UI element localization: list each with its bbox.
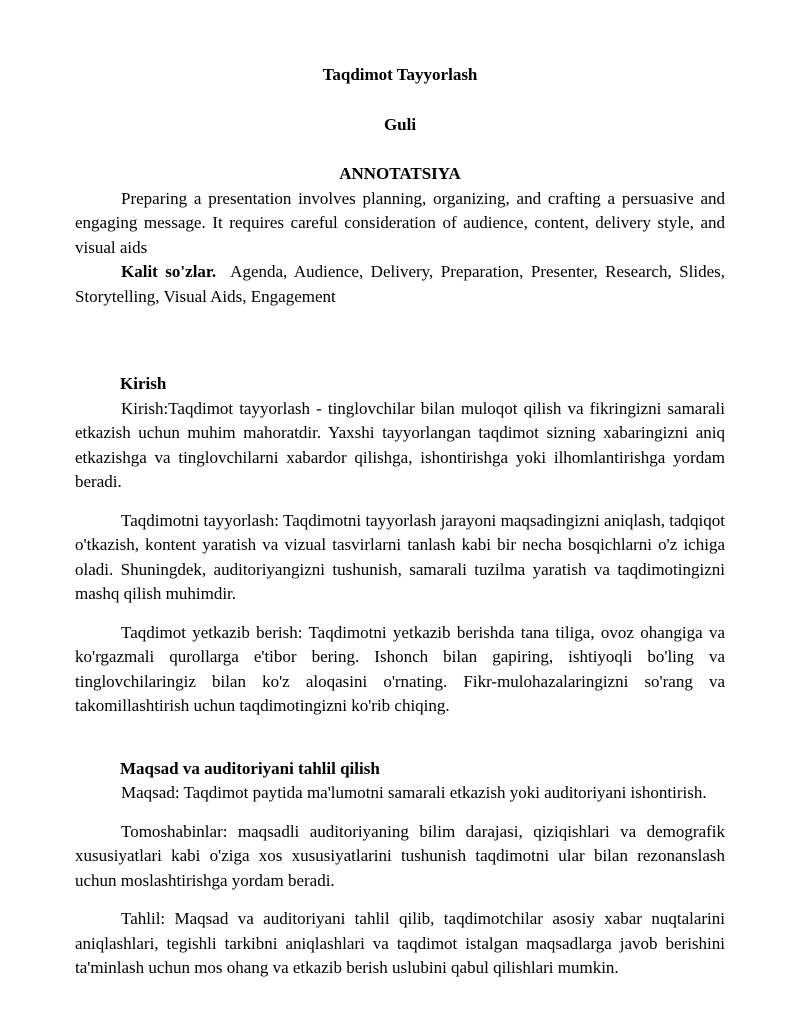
section-paragraph: Tomoshabinlar: maqsadli auditoriyaning bilim darajasi, qiziqishlari va demografik xususiyatlari kabi o'ziga xos xususiyatlarini tushunish taqdimotni ular bilan rezonanslash uchun moslashtirishga yordam beradi. bbox=[75, 821, 725, 890]
document-author: Guli bbox=[383, 114, 417, 134]
section-paragraph: Kirish:Taqdimot tayyorlash - tinglovchilar bilan muloqot qilish va fikringizni samarali etkazish uchun muhim mahoratdir. Yaxshi tayyorlangan taqdimot sizning xabaringizni aniq etkazishga va tinglovchilarni xabardor qilishga, ishontirishga yoki ilhomlantirishga yordam beradi. bbox=[75, 398, 725, 491]
section-paragraph: Taqdimotni tayyorlash: Taqdimotni tayyorlash jarayoni maqsadingizni aniqlash, tadqiqot o'tkazish, kontent yaratish va vizual tasvirlarni tanlash kabi bir necha bosqichlarni o'z ichiga oladi. Shuningdek, auditoriyangizni tushunish, samarali tuzilma yaratish va taqdimotingizni mashq qilish muhimdir. bbox=[75, 510, 725, 603]
section-paragraph: Tahlil: Maqsad va auditoriyani tahlil qilib, taqdimotchilar asosiy xabar nuqtalarini aniqlashlari, tegishli tarkibni aniqlashlari va taqdimot istalgan maqsadlarga javob berishini ta'minlash uchun mos ohang va etkazib berish uslubini qabul qilishlari mumkin. bbox=[75, 909, 725, 977]
section-heading-kirish: Kirish bbox=[120, 374, 167, 393]
keywords-label: Kalit so'zlar. bbox=[121, 262, 217, 281]
document-page bbox=[75, 63, 725, 981]
section-paragraph: Taqdimot yetkazib berish: Taqdimotni yetkazib berishda tana tiliga, ovoz ohangiga va ko'rgazmali qurollarga e'tibor bering. Ishonch bilan gapiring, ishtiyoqli bo'ling va tinglovchilaringiz bilan ko'z aloqasini o'rnating. Fikr-mulohazalaringizni so'rang va takomillashtirish uchun taqdimotingizni ko'rib chiqing. bbox=[75, 622, 725, 715]
abstract-heading: ANNOTATSIYA bbox=[339, 164, 461, 183]
document-title: Taqdimot Tayyorlash bbox=[322, 65, 478, 84]
abstract-text: Preparing a presentation involves planning, organizing, and crafting a persuasive and engaging message. It requires careful consideration of audience, content, delivery style, and visual aids bbox=[75, 188, 725, 257]
section-heading-maqsad: Maqsad va auditoriyani tahlil qilish bbox=[120, 758, 380, 778]
keywords-list: Agenda, Audience, Delivery, Preparation, Presenter, Research, Slides, Storytelling, Visual Aids, Engagement bbox=[75, 262, 725, 306]
keywords-paragraph bbox=[75, 260, 725, 309]
section-paragraph: Maqsad: Taqdimot paytida ma'lumotni samarali etkazish yoki auditoriyani ishontirish. bbox=[121, 783, 707, 802]
